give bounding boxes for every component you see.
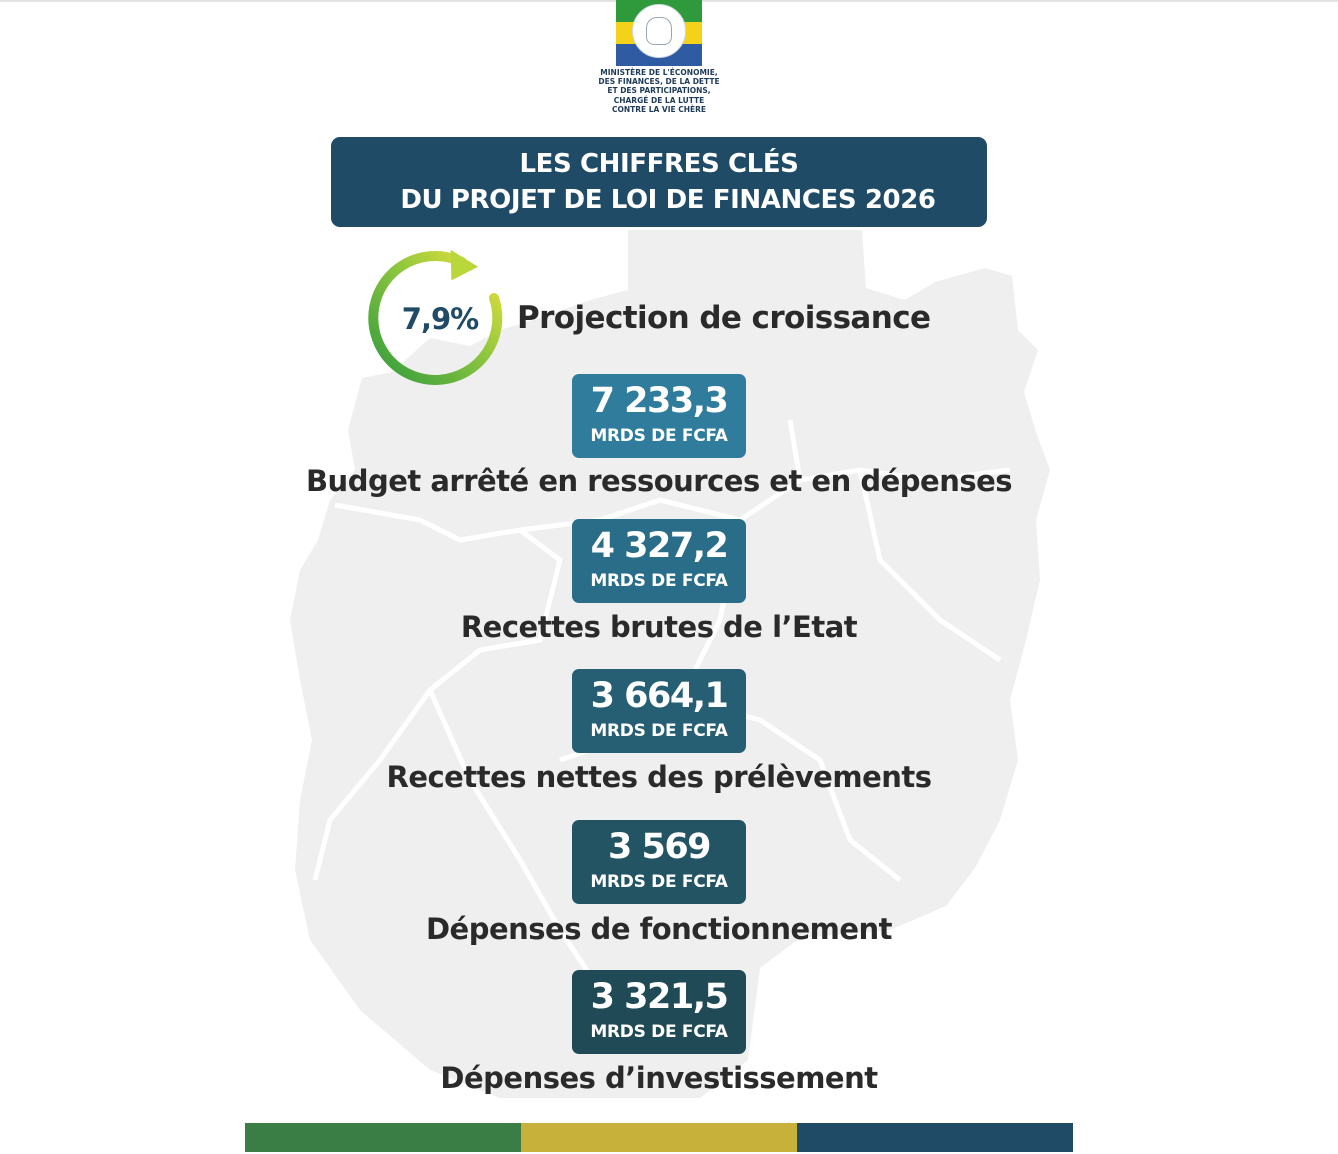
footer-band-green bbox=[245, 1123, 521, 1152]
footer-band-blue bbox=[797, 1123, 1073, 1152]
ministry-logo bbox=[616, 0, 702, 66]
figure-unit: MRDS DE FCFA bbox=[590, 721, 728, 741]
ministry-name: MINISTÈRE DE L'ÉCONOMIE, DES FINANCES, DE LA DETTE ET DES PARTICIPATIONS, CHARGÉ DE LA LUTTE CONTRE LA VIE CHÈRE bbox=[598, 68, 720, 114]
figure-unit: MRDS DE FCFA bbox=[590, 571, 728, 591]
title-line-2: DU PROJET DE LOI DE FINANCES 2026 bbox=[400, 185, 936, 215]
figure-box-gross-revenue bbox=[572, 519, 746, 603]
figure-label-gross-revenue: Recettes brutes de l’Etat bbox=[460, 610, 858, 644]
figure-box-investment-expenses bbox=[572, 970, 746, 1054]
figure-box-net-revenue bbox=[572, 669, 746, 753]
figure-label-budget: Budget arrêté en ressources et en dépenses bbox=[305, 464, 1013, 498]
figure-label-investment-expenses: Dépenses d’investissement bbox=[440, 1061, 878, 1095]
figure-label-net-revenue: Recettes nettes des prélèvements bbox=[386, 760, 932, 794]
title-line-1: LES CHIFFRES CLÉS bbox=[519, 149, 799, 179]
figure-box-operating-expenses bbox=[572, 820, 746, 904]
footer-band-yellow bbox=[521, 1123, 797, 1152]
figure-label-operating-expenses: Dépenses de fonctionnement bbox=[425, 912, 893, 946]
figure-value: 7 233,3 bbox=[590, 381, 728, 421]
figure-unit: MRDS DE FCFA bbox=[590, 872, 728, 892]
figure-value: 3 321,5 bbox=[590, 977, 728, 1017]
figure-unit: MRDS DE FCFA bbox=[590, 426, 728, 446]
coat-of-arms-seal-icon bbox=[632, 4, 686, 58]
growth-value: 7,9% bbox=[401, 302, 479, 336]
figure-box-budget bbox=[572, 374, 746, 458]
figure-value: 3 569 bbox=[607, 827, 711, 867]
figure-value: 3 664,1 bbox=[590, 676, 728, 716]
title-banner bbox=[331, 137, 987, 227]
figure-value: 4 327,2 bbox=[590, 526, 728, 566]
figure-unit: MRDS DE FCFA bbox=[590, 1022, 728, 1042]
growth-label: Projection de croissance bbox=[517, 300, 931, 336]
